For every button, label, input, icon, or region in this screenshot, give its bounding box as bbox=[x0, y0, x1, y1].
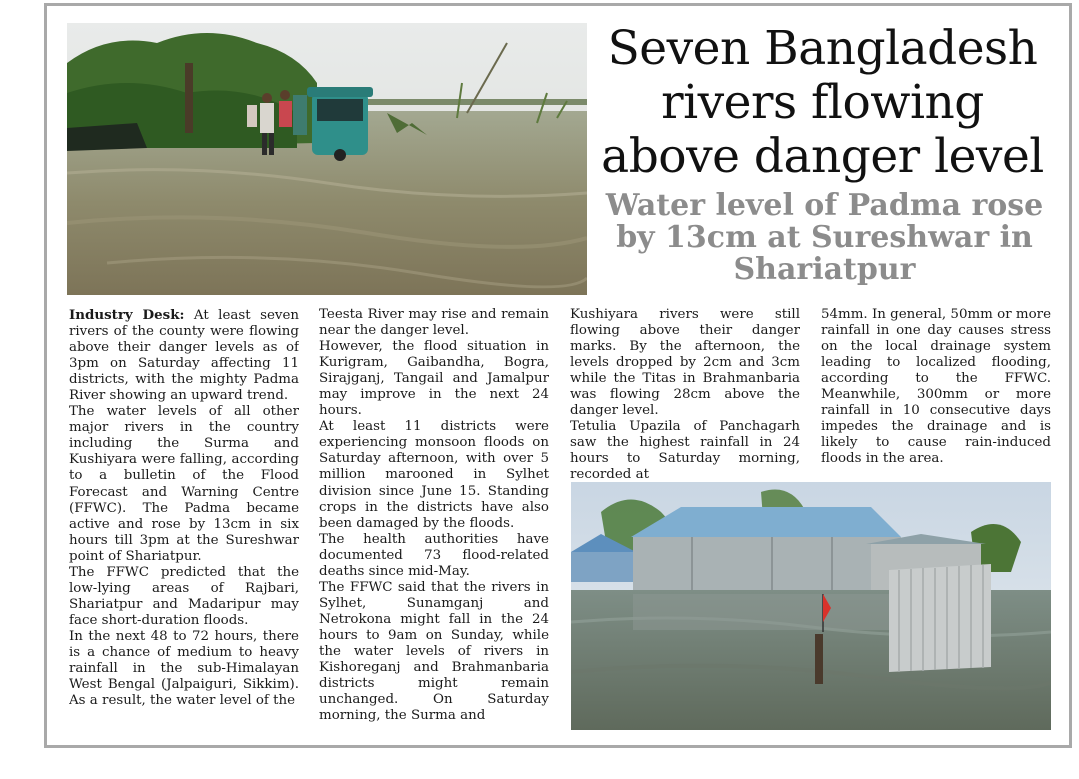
submerged-houses-photo bbox=[571, 482, 1051, 730]
article-column-4 bbox=[821, 307, 1051, 467]
paragraph: The FFWC predicted that the low-lying areas of Rajbari, Shariatpur and Madaripur may face short-duration floods. bbox=[69, 564, 299, 628]
paragraph: 54mm. In general, 50mm or more rainfall in one day causes stress on the local drainage system leading to localized flooding, according to the FFWC. Meanwhile, 300mm or more rainfall in 10 consecutive days impedes the drainage and is likely to cause rain-induced floods in the area. bbox=[821, 307, 1051, 467]
subheadline: Water level of Padma rose by 13cm at Sureshwar in Shariatpur bbox=[605, 188, 1044, 287]
paragraph: At least 11 districts were experiencing monsoon floods on Saturday afternoon, with over 5 million marooned in Sylhet division since June 15. Standing crops in the districts have also been damaged by the floods. bbox=[319, 419, 549, 531]
paragraph: The FFWC said that the rivers in Sylhet, Sunamganj and Netrokona might fall in the 24 hours to 9am on Sunday, while the water levels of rivers in Kishoreganj and Brahmanbaria districts might remain unchanged. On Saturday morning, the Surma and bbox=[319, 579, 549, 724]
byline: Industry Desk: bbox=[69, 307, 185, 323]
paragraph: Tetulia Upazila of Panchagarh saw the highest rainfall in 24 hours to Saturday morning, recorded at bbox=[570, 419, 800, 483]
article-column-1 bbox=[69, 307, 299, 709]
flooded-road-photo bbox=[67, 23, 587, 295]
paragraph: Kushiyara rivers were still flowing above their danger marks. By the afternoon, the levels dropped by 2cm and 3cm while the Titas in Brahmanbaria was flowing 28cm above the danger level. bbox=[570, 307, 800, 419]
paragraph: The water levels of all other major rivers in the country including the Surma and Kushiyara were falling, according to a bulletin of the Flood Forecast and Warning Centre (FFWC). The Padma became active and rose by 13cm in six hours till 3pm at the Sureshwar point of Shariatpur. bbox=[69, 404, 299, 564]
paragraph: In the next 48 to 72 hours, there is a chance of medium to heavy rainfall in the sub-Himalayan West Bengal (Jalpaiguri, Sikkim). As a result, the water level of the bbox=[69, 628, 299, 709]
headline: Seven Bangladesh rivers flowing above danger level bbox=[601, 21, 1044, 184]
article-column-2 bbox=[319, 307, 549, 724]
article-column-3 bbox=[570, 307, 800, 484]
paragraph: However, the flood situation in Kurigram, Gaibandha, Bogra, Sirajganj, Tangail and Jamalpur may improve in the next 24 hours. bbox=[319, 339, 549, 419]
paragraph: Teesta River may rise and remain near the danger level. bbox=[319, 307, 549, 339]
paragraph: The health authorities have documented 73 flood-related deaths since mid-May. bbox=[319, 531, 549, 579]
paragraph: Industry Desk: At least seven rivers of the county were flowing above their danger levels as of 3pm on Saturday affecting 11 districts, with the mighty Padma River showing an upward trend. bbox=[69, 307, 299, 404]
